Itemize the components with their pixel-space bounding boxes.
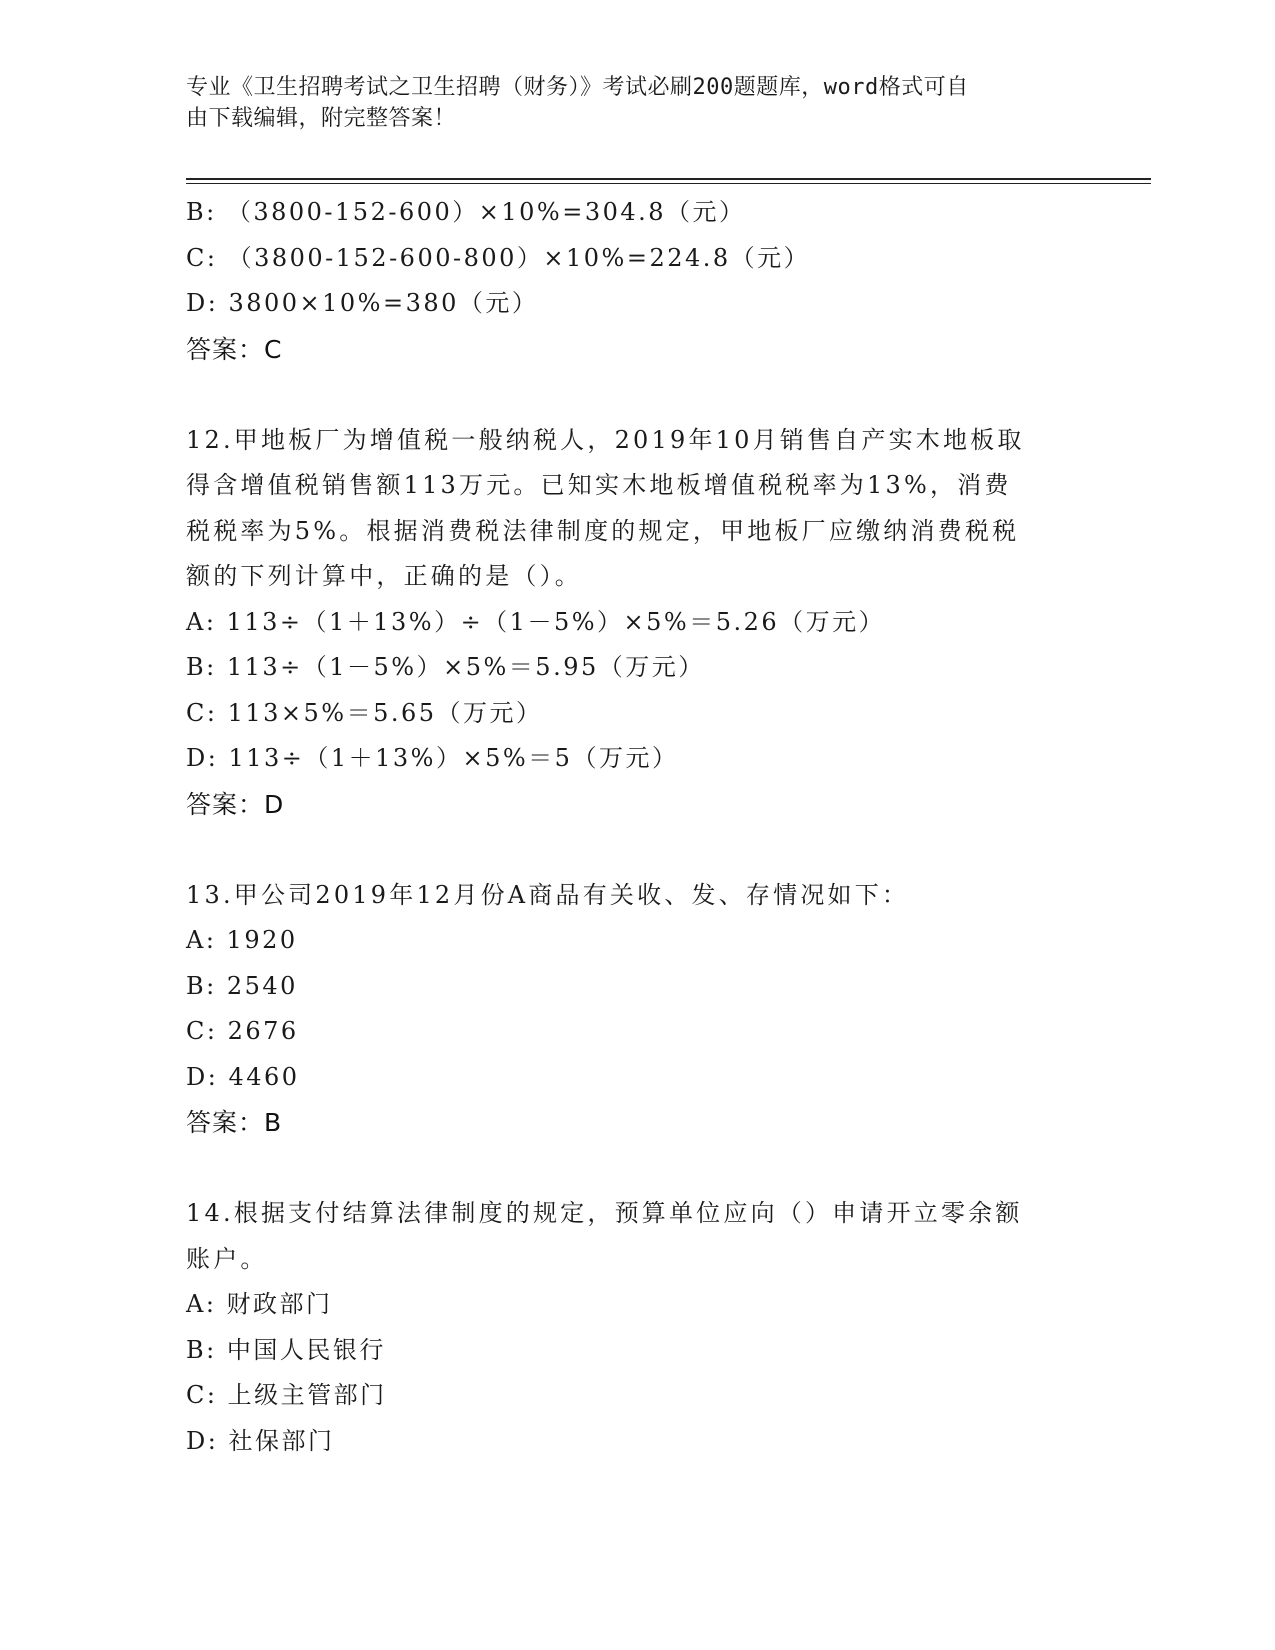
option-a: A: 财政部门 xyxy=(186,1290,333,1318)
option-b: B: 113÷（1－5%）×5%＝5.95（万元） xyxy=(186,653,705,681)
header-divider-thin xyxy=(186,183,1151,184)
header-divider xyxy=(186,178,1151,180)
option-b: B: 2540 xyxy=(186,971,298,1000)
answer: 答案：C xyxy=(186,334,283,364)
option-a: A: 1920 xyxy=(186,926,298,954)
option-c: C: 113×5%＝5.65（万元） xyxy=(186,698,543,727)
question-stem xyxy=(186,418,1086,600)
stem-line: 12.甲地板厂为增值税一般纳税人，2019年10月销售自产实木地板取 xyxy=(186,425,1025,454)
question-stem xyxy=(186,873,1086,919)
spacer xyxy=(186,1146,1086,1192)
stem-line: 14.根据支付结算法律制度的规定，预算单位应向（）申请开立零余额 xyxy=(186,1199,1023,1227)
option-b: B: （3800-152-600）×10%=304.8（元） xyxy=(186,198,746,226)
stem-line: 得含增值税销售额113万元。已知实木地板增值税税率为13%，消费 xyxy=(186,471,1012,499)
stem-line: 税税率为5%。根据消费税法律制度的规定，甲地板厂应缴纳消费税税 xyxy=(186,516,1020,545)
question-13 xyxy=(186,873,1086,1146)
option-c: C: 2676 xyxy=(186,1017,299,1045)
question-14 xyxy=(186,1191,1086,1464)
answer: 答案：D xyxy=(186,789,285,819)
question-list xyxy=(186,190,1086,1464)
stem-line: 额的下列计算中，正确的是（）。 xyxy=(186,562,582,590)
stem-line: 账户。 xyxy=(186,1244,268,1273)
option-c: C: 上级主管部门 xyxy=(186,1381,387,1409)
option-b: B: 中国人民银行 xyxy=(186,1335,386,1364)
option-d: D: 4460 xyxy=(186,1062,300,1091)
spacer xyxy=(186,827,1086,873)
stem-line: 13.甲公司2019年12月份A商品有关收、发、存情况如下： xyxy=(186,880,910,909)
option-d: D: 社保部门 xyxy=(186,1426,335,1455)
option-a: A: 113÷（1＋13%）÷（1－5%）×5%＝5.26（万元） xyxy=(186,607,886,636)
option-c: C: （3800-152-600-800）×10%=224.8（元） xyxy=(186,243,811,272)
question-stem xyxy=(186,1191,1086,1282)
spacer xyxy=(186,372,1086,418)
option-d: D: 113÷（1＋13%）×5%＝5（万元） xyxy=(186,744,679,772)
question-12 xyxy=(186,418,1086,828)
question-11-tail xyxy=(186,190,1086,372)
header-line-2: 由下载编辑，附完整答案！ xyxy=(186,106,457,131)
document-header xyxy=(186,72,1066,134)
option-d: D: 3800×10%=380（元） xyxy=(186,289,539,317)
answer: 答案：B xyxy=(186,1108,283,1137)
header-line-1: 专业《卫生招聘考试之卫生招聘（财务）》考试必刷200题题库，word格式可自 xyxy=(186,75,969,100)
